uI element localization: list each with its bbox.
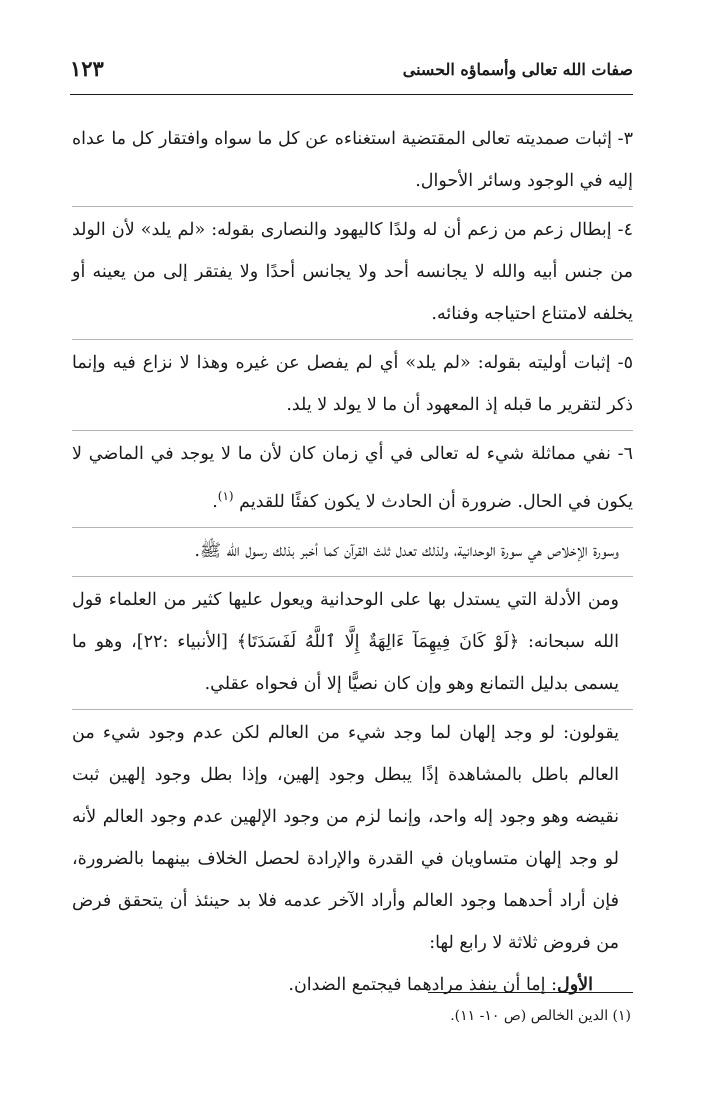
paragraph-point-4: ٤- إبطال زعم من زعم أن له ولدًا كاليهود والنصارى بقوله: «لم يلد» لأن الولد من جنس أبيه والله لا يجانسه أحد ولا يجانس أحدًا ولا يفتقر إلى من يعينه أو يخلفه لامتناع احتياجه وفنائه. (72, 206, 633, 335)
page-number: ١٢٣ (70, 56, 104, 81)
paragraph-argument: يقولون: لو وجد إلهان لما وجد شيء من العالم لكن عدم وجود شيء من العالم باطل بالمشاهدة إذًا يبطل وجود إلهين، وإذا بطل وجود إلهين ثبت نقيضه وهو وجود إله واحد، وإنما لزم من وجود الإلهين عدم وجود العالم لأنه لو وجد إلهان متساويان في القدرة والإرادة لحصل الخلاف بينهما بالضرورة، فإن أراد أحدهما وجود العالم وأراد الآخر عدمه فلا بد حينئذ أن يتحقق فرض من فروض ثلاثة لا رابع لها: (72, 709, 633, 964)
main-text (72, 118, 633, 1006)
page-header (70, 52, 633, 92)
paragraph-evidence: ومن الأدلة التي يستدل بها على الوحدانية ويعول عليها كثير من العلماء قول الله سبحانه: ﴿لَوْ كَانَ فِيهِمَآ ءَالِهَةٌ إِلَّا ٱللَّهُ لَفَسَدَتَا﴾ [الأنبياء :٢٢]، وهو ما يسمى بدليل التمانع وهو وإن كان نصيًّا إلا أن فحواه عقلي. (72, 576, 633, 705)
footnote-reference[interactable]: (١) (217, 489, 234, 503)
header-divider (70, 94, 633, 95)
footnote-text: (١) الدين الخالص (ص ١٠- ١١). (450, 1008, 631, 1024)
paragraph-point-6: ٦- نفي مماثلة شيء له تعالى في أي زمان كان لأن ما لا يوجد في الماضي لا يكون في الحال. ضرورة أن الحادث لا يكون كفئًا للقديم $^{(١)}$. (72, 430, 633, 523)
footnote-divider (428, 992, 633, 993)
paragraph-first-case: الأول: إما أن ينفذ مرادهما فيجتمع الضدان. (288, 974, 593, 995)
paragraph-point-3: ٣- إثبات صمديته تعالى المقتضية استغناءه عن كل ما سواه وافتقار كل ما عداه إليه في الوجود وسائر الأحوال. (72, 129, 633, 191)
quran-verse: ﴿لَوْ كَانَ فِيهِمَآ ءَالِهَةٌ إِلَّا ٱللَّهُ لَفَسَدَتَا﴾ (236, 631, 520, 652)
paragraph-point-5: ٥- إثبات أوليته بقوله: «لم يلد» أي لم يفصل عن غيره وهذا لا نزاع فيه وإنما ذكر لتقرير ما قبله إذ المعهود أن ما لا يولد لا يلد. (72, 339, 633, 426)
running-title: صفات الله تعالى وأسماؤه الحسنى (402, 60, 633, 79)
paragraph-surah-ikhlas: وسورة الإخلاص هي سورة الوحدانية، ولذلك تعدل ثلث القرآن كما أخبر بذلك رسول الله ﷺ. (72, 527, 633, 572)
first-case-label: الأول (556, 974, 593, 995)
footnote (70, 1004, 631, 1028)
